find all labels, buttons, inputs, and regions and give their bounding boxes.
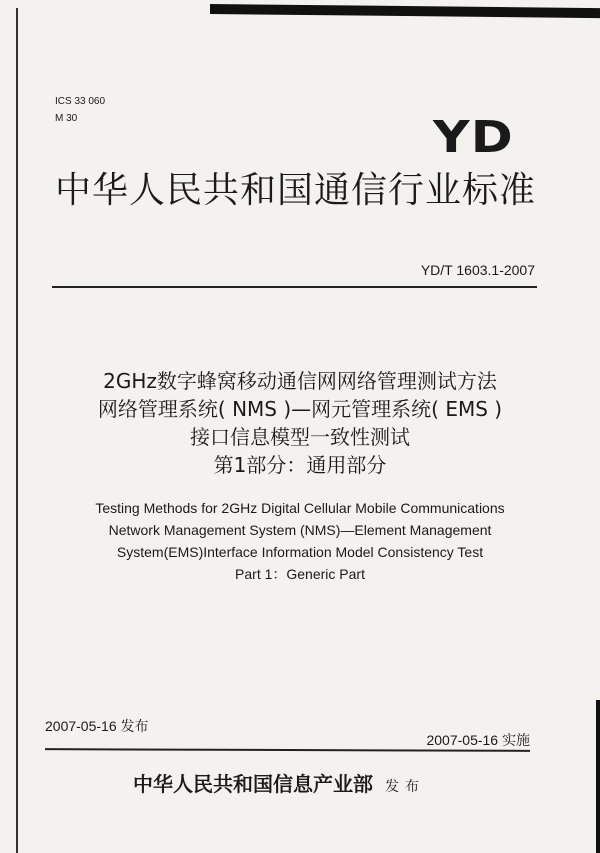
document-title-en <box>0 497 600 585</box>
title-en-line: Network Management System (NMS)—Element Management <box>108 522 492 538</box>
industry-standard-title: 中华人民共和国通信行业标准 <box>55 170 537 211</box>
scan-shadow-edge <box>596 700 600 853</box>
title-cn-line: 网络管理系统( NMS )—网元管理系统( EMS ) <box>97 397 503 421</box>
class-code: M 30 <box>55 113 78 124</box>
document-title-cn <box>0 367 600 479</box>
scan-shadow-bar <box>210 4 600 18</box>
title-en-line: Testing Methods for 2GHz Digital Cellular Mobile Communications <box>95 500 505 516</box>
title-cn-line: 第1部分：通用部分 <box>213 453 387 477</box>
implementation-date: 2007-05-16 实施 <box>426 732 530 748</box>
yd-logo: YD <box>433 112 514 163</box>
publisher-name: 中华人民共和国信息产业部 <box>133 772 373 796</box>
publisher <box>133 768 425 797</box>
ics-code: ICS 33 060 <box>55 96 106 107</box>
footer-divider <box>45 748 530 752</box>
title-cn-line: 2GHz数字蜂窝移动通信网网络管理测试方法 <box>103 369 497 393</box>
standard-number: YD/T 1603.1-2007 <box>420 262 535 278</box>
header-divider <box>52 286 537 288</box>
classification-codes <box>55 93 105 127</box>
publisher-action: 发布 <box>385 779 425 795</box>
title-en-line: Part 1：Generic Part <box>235 566 365 582</box>
title-cn-line: 接口信息模型一致性测试 <box>190 425 410 449</box>
issue-date: 2007-05-16 发布 <box>45 718 149 734</box>
title-en-line: System(EMS)Interface Information Model Consistency Test <box>116 544 484 560</box>
